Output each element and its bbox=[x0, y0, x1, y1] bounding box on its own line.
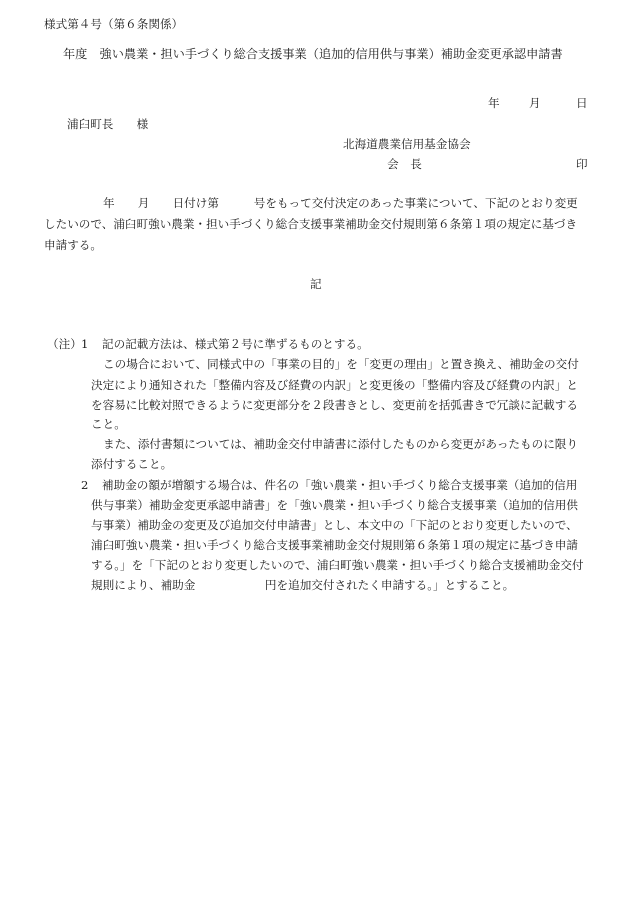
note-1-line: 決定により通知された「整備内容及び経費の内訳」と変更後の「整備内容及び経費の内訳」と bbox=[91, 378, 578, 392]
note-2-first-line: 補助金の額が増額する場合は、件名の「強い農業・担い手づくり総合支援事業（追加的信用 bbox=[102, 478, 578, 492]
ki-heading: 記 bbox=[310, 277, 322, 291]
notes-label: （注） bbox=[47, 337, 82, 351]
document-title: 年度 強い農業・担い手づくり総合支援事業（追加的信用供与事業）補助金変更承認申請書 bbox=[63, 47, 563, 61]
form-number: 様式第４号（第６条関係） bbox=[44, 17, 184, 31]
note-1-first-line: 記の記載方法は、様式第２号に準ずるものとする。 bbox=[102, 337, 369, 351]
note-2-line: する。」を「下記のとおり変更したいので、浦臼町強い農業・担い手づくり総合支援補助金交付 bbox=[91, 558, 584, 572]
note-1-line: を容易に比較対照できるように変更部分を２段書きとし、変更前を括弧書きで冗談に記載する bbox=[91, 398, 578, 412]
applicant-title: 会 長 bbox=[387, 157, 422, 171]
body-line-2: したいので、浦臼町強い農業・担い手づくり総合支援事業補助金交付規則第６条第１項の規定に基づき bbox=[44, 217, 578, 231]
body-line-1: 年 月 日付け第 号をもって交付決定のあった事業について、下記のとおり変更 bbox=[103, 196, 578, 210]
date-month: 月 bbox=[529, 96, 541, 110]
date-day: 日 bbox=[576, 96, 588, 110]
body-line-3: 申請する。 bbox=[44, 238, 102, 252]
note-2-line: 供与事業）補助金変更承認申請書」を「強い農業・担い手づくり総合支援事業（追加的信用供 bbox=[91, 498, 578, 512]
applicant-org: 北海道農業信用基金協会 bbox=[343, 137, 471, 151]
note-1-line: この場合において、同様式中の「事業の目的」を「変更の理由」と置き換え、補助金の交付 bbox=[103, 357, 579, 371]
note-2-line: 浦臼町強い農業・担い手づくり総合支援事業補助金交付規則第６条第１項の規定に基づき申請 bbox=[91, 538, 578, 552]
note-2-line: 与事業）補助金の変更及び追加交付申請書」とし、本文中の「下記のとおり変更したいので、 bbox=[91, 518, 578, 532]
addressee: 浦臼町長 様 bbox=[67, 117, 149, 131]
note-2-number: 2 bbox=[81, 478, 89, 492]
note-1-number: 1 bbox=[81, 337, 89, 351]
note-2-line: 規則により、補助金 円を追加交付されたく申請する。」とすること。 bbox=[91, 578, 515, 592]
note-1-line: 添付すること。 bbox=[91, 457, 173, 471]
date-year: 年 bbox=[488, 96, 500, 110]
seal-mark: 印 bbox=[576, 157, 588, 171]
note-1-line: また、添付書類については、補助金交付申請書に添付したものから変更があったものに限り bbox=[103, 437, 578, 451]
note-1-line: こと。 bbox=[91, 417, 126, 431]
